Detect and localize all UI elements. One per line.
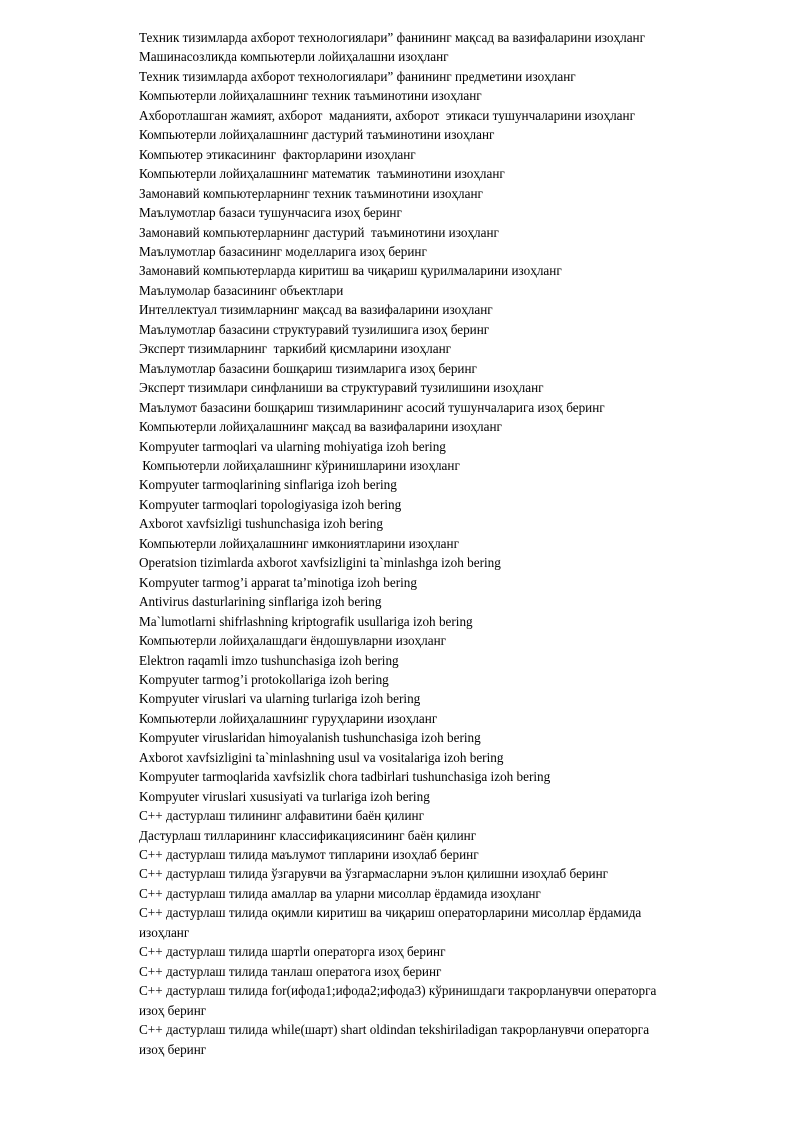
document-line: Замонавий компьютерларнинг дастурий таъминотини изоҳланг — [139, 224, 499, 240]
document-line: C++ дастурлаш тилида амаллар ва уларни мисоллар ёрдамида изоҳланг — [139, 885, 541, 901]
document-line: Компьютерли лойиҳалашнинг дастурий таъминотини изоҳланг — [139, 127, 495, 143]
document-line: Замонавий компьютерларда киритиш ва чиқариш қурилмаларини изоҳланг — [139, 263, 562, 279]
document-line: Компьютерли лойиҳалашнинг техник таъминотини изоҳланг — [139, 88, 482, 104]
document-line: изоҳ беринг — [139, 1041, 207, 1057]
document-line: Машинасозликда компьютерли лойиҳалашни изоҳланг — [139, 49, 449, 65]
document-line: Elektron raqamli imzo tushunchasiga izoh bering — [139, 652, 399, 668]
document-line: Axborot xavfsizligi tushunchasiga izoh bering — [139, 516, 383, 532]
document-line: C++ дастурлаш тилида оқимли киритиш ва чиқариш операторларини мисоллар ёрдамида — [139, 905, 642, 921]
document-line: C++ дастурлаш тилида маълумот типларини изоҳлаб беринг — [139, 847, 479, 863]
document-line: C++ дастурлаш тилининг алфавитини баён қилинг — [139, 808, 425, 824]
document-line: Интеллектуал тизимларнинг мақсад ва вазифаларини изоҳланг — [139, 302, 493, 318]
document-line: Kompyuter tarmoqlarining sinflariga izoh bering — [139, 477, 397, 493]
document-line: Компьютерли лойиҳалашнинг кўринишларини изоҳланг — [139, 457, 460, 473]
document-line: Маълумолар базасининг объектлари — [139, 282, 344, 298]
document-line: изоҳланг — [139, 924, 190, 940]
document-line: Эксперт тизимлари синфланиши ва структуравий тузилишини изоҳланг — [139, 380, 544, 396]
document-line: Маълумот базасини бошқариш тизимларининг асосий тушунчаларига изоҳ беринг — [139, 399, 605, 415]
question-list — [139, 28, 729, 1059]
document-line: Компьютерли лойиҳалашдаги ёндошувларни изоҳланг — [139, 633, 447, 649]
document-line: Дастурлаш тилларининг классификациясининг баён қилинг — [139, 827, 477, 843]
document-line: C++ дастурлаш тилида ўзгарувчи ва ўзгармасларни эълон қилишни изоҳлаб беринг — [139, 866, 609, 882]
document-line: Маълумотлар базасини структуравий тузилишига изоҳ беринг — [139, 321, 490, 337]
document-line: Antivirus dasturlarining sinflariga izoh bering — [139, 594, 382, 610]
document-line: Компьютерли лойиҳалашнинг имкониятларини изоҳланг — [139, 535, 459, 551]
document-line: Маълумотлар базасининг моделларига изоҳ беринг — [139, 243, 427, 259]
document-line: Компьютер этикасининг факторларини изоҳланг — [139, 146, 416, 162]
document-line: Замонавий компьютерларнинг техник таъминотини изоҳланг — [139, 185, 483, 201]
document-line: Маълумотлар базасини бошқариш тизимларига изоҳ беринг — [139, 360, 477, 376]
document-line: Ахборотлашган жамият, ахборот маданияти, ахборот этикаси тушунчаларини изоҳланг — [139, 107, 635, 123]
document-line: Operatsion tizimlarda axborot xavfsizligini ta`minlashga izoh bering — [139, 555, 501, 571]
document-line: Kompyuter tarmoqlari topologiyasiga izoh bering — [139, 496, 402, 512]
document-line: Маълумотлар базаси тушунчасига изоҳ беринг — [139, 205, 402, 221]
document-line: C++ дастурлаш тилида while(шарт) shart oldindan tekshiriladigan такрорланувчи операторга — [139, 1022, 650, 1038]
document-line: Эксперт тизимларнинг таркибий қисмларини изоҳланг — [139, 341, 452, 357]
document-line: Техник тизимларда ахборот технологиялари” фанининг предметини изоҳланг — [139, 68, 576, 84]
document-line: Kompyuter tarmoqlari va ularning mohiyatiga izoh bering — [139, 438, 446, 454]
document-line: Ma`lumotlarni shifrlashning kriptografik usullariga izoh bering — [139, 613, 473, 629]
document-line: Компьютерли лойиҳалашнинг гуруҳларини изоҳланг — [139, 710, 438, 726]
document-line: Axborot xavfsizligini ta`minlashning usul va vositalariga izoh bering — [139, 749, 504, 765]
document-line: C++ дастурлаш тилида танлаш оператога изоҳ беринг — [139, 963, 442, 979]
document-line: Kompyuter viruslari va ularning turlariga izoh bering — [139, 691, 421, 707]
document-line: Kompyuter tarmog’i apparat ta’minotiga izoh bering — [139, 574, 417, 590]
document-line: Kompyuter tarmog’i protokollariga izoh bering — [139, 671, 389, 687]
document-line: Kompyuter viruslari xususiyati va turlariga izoh bering — [139, 788, 430, 804]
document-line: изоҳ беринг — [139, 1002, 207, 1018]
document-line: Компьютерли лойиҳалашнинг математик таъминотини изоҳланг — [139, 166, 505, 182]
document-line: C++ дастурлаш тилида for(ифода1;ифода2;ифода3) кўринишдаги такрорланувчи операторга — [139, 983, 657, 999]
document-line: Kompyuter tarmoqlarida xavfsizlik chora tadbirlari tushunchasiga izoh bering — [139, 769, 551, 785]
document-line: Техник тизимларда ахборот технологиялари” фанининг мақсад ва вазифаларини изоҳланг — [139, 30, 646, 45]
document-line: Компьютерли лойиҳалашнинг мақсад ва вазифаларини изоҳланг — [139, 419, 502, 435]
document-line: Kompyuter viruslaridan himoyalanish tushunchasiga izoh bering — [139, 730, 481, 746]
document-line: C++ дастурлаш тилида шартlи операторга изоҳ беринг — [139, 944, 446, 960]
